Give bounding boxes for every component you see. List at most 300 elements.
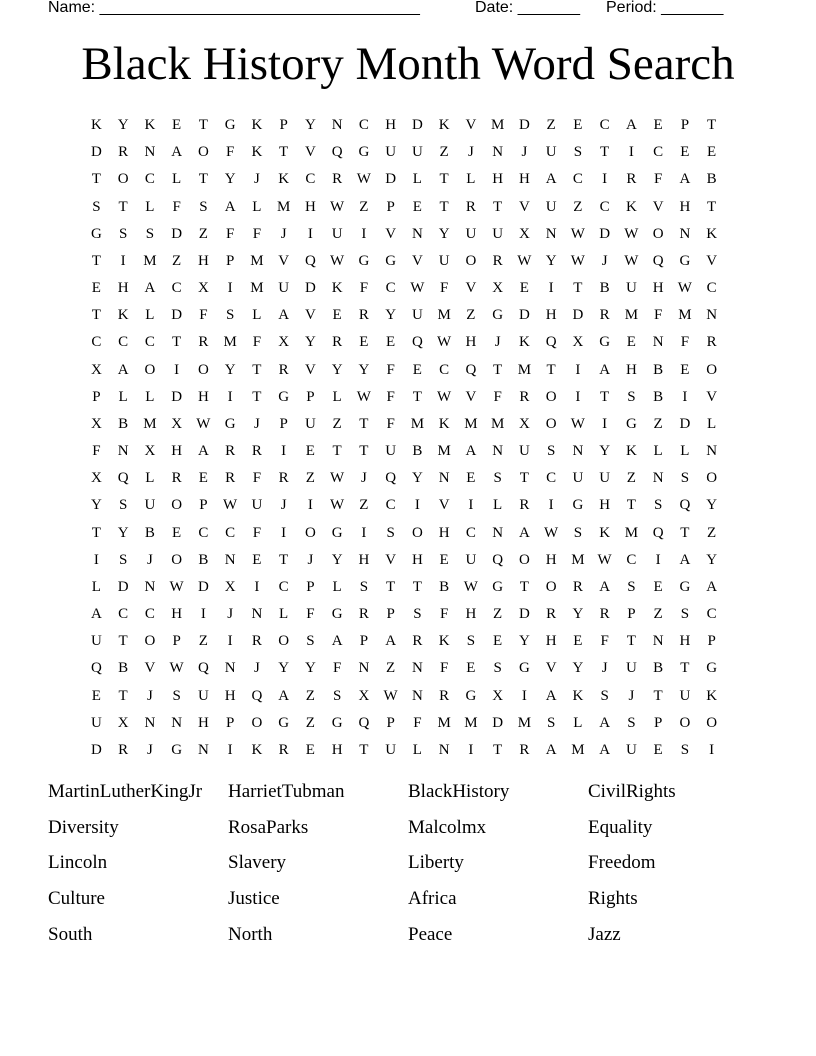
- grid-letter: S: [172, 687, 181, 704]
- grid-letter: F: [332, 660, 342, 677]
- grid-letter: R: [599, 606, 610, 623]
- grid-letter: F: [252, 470, 262, 487]
- grid-letter: J: [521, 144, 528, 161]
- grid-letter: M: [517, 361, 532, 378]
- grid-letter: I: [602, 171, 608, 188]
- grid-letter: I: [548, 280, 554, 297]
- grid-letter: N: [411, 225, 423, 242]
- grid-letter: H: [518, 171, 530, 188]
- grid-letter: K: [117, 307, 129, 324]
- grid-letter: E: [493, 633, 503, 650]
- grid-letter: S: [118, 497, 128, 514]
- grid-letter: T: [707, 198, 717, 215]
- grid-letter: S: [627, 388, 636, 405]
- grid-letter: E: [198, 470, 208, 487]
- grid-letter: E: [653, 741, 663, 758]
- grid-letter: V: [411, 252, 423, 269]
- grid-letter: N: [652, 633, 664, 650]
- grid-letter: T: [626, 497, 636, 514]
- grid-letter: Q: [331, 144, 343, 161]
- grid-letter: I: [361, 225, 367, 242]
- grid-letter: I: [468, 741, 474, 758]
- grid-letter: L: [252, 198, 262, 215]
- grid-letter: R: [278, 470, 289, 487]
- grid-letter: N: [411, 687, 423, 704]
- grid-letter: J: [360, 470, 367, 487]
- grid-letter: O: [171, 551, 183, 568]
- date-field[interactable]: Date: _______: [475, 0, 580, 16]
- grid-letter: S: [627, 714, 636, 731]
- grid-letter: F: [92, 443, 101, 460]
- grid-letter: V: [706, 388, 718, 405]
- grid-letter: E: [91, 687, 101, 704]
- grid-letter: V: [385, 225, 397, 242]
- grid-letter: O: [144, 633, 156, 650]
- grid-letter: K: [706, 687, 718, 704]
- grid-letter: B: [118, 415, 129, 432]
- grid-letter: W: [169, 578, 184, 595]
- grid-letter: S: [359, 578, 369, 595]
- grid-letter: V: [465, 117, 477, 133]
- grid-letter: I: [468, 497, 474, 514]
- grid-letter: I: [361, 524, 367, 541]
- grid-letter: F: [413, 714, 422, 731]
- grid-letter: U: [197, 687, 209, 704]
- grid-letter: S: [413, 606, 422, 623]
- grid-letter: W: [437, 388, 452, 405]
- grid-letter: K: [599, 524, 611, 541]
- grid-letter: Z: [653, 415, 663, 432]
- grid-letter: T: [546, 361, 556, 378]
- grid-letter: K: [438, 415, 450, 432]
- grid-letter: R: [492, 252, 503, 269]
- grid-letter: Y: [224, 171, 236, 188]
- grid-letter: O: [144, 361, 156, 378]
- word-list-item: BlackHistory: [408, 781, 510, 802]
- grid-letter: R: [278, 361, 289, 378]
- grid-letter: X: [144, 443, 156, 460]
- grid-letter: A: [90, 606, 102, 623]
- grid-letter: I: [575, 361, 581, 378]
- grid-letter: T: [573, 280, 583, 297]
- word-list-item: Jazz: [588, 923, 621, 945]
- grid-letter: G: [679, 578, 691, 595]
- grid-letter: T: [680, 524, 690, 541]
- grid-letter: Y: [706, 551, 718, 568]
- grid-letter: M: [250, 252, 264, 269]
- grid-letter: Z: [653, 606, 663, 623]
- grid-letter: A: [465, 443, 477, 460]
- grid-letter: N: [652, 470, 664, 487]
- grid-letter: N: [331, 117, 343, 133]
- grid-letter: F: [439, 280, 449, 297]
- grid-letter: Y: [411, 470, 423, 487]
- grid-letter: G: [599, 334, 611, 351]
- student-info-header: [48, 0, 748, 20]
- grid-letter: T: [91, 307, 101, 324]
- grid-letter: A: [545, 171, 557, 188]
- grid-letter: R: [251, 633, 262, 650]
- grid-letter: H: [492, 171, 504, 188]
- grid-letter: Y: [706, 497, 718, 514]
- grid-letter: Y: [117, 117, 129, 133]
- grid-letter: S: [680, 741, 690, 758]
- grid-letter: O: [679, 714, 691, 731]
- grid-letter: T: [519, 470, 529, 487]
- grid-letter: I: [521, 687, 527, 704]
- grid-letter: D: [197, 578, 209, 595]
- grid-letter: J: [467, 144, 474, 161]
- grid-letter: L: [145, 198, 155, 215]
- grid-letter: Y: [572, 606, 584, 623]
- grid-letter: Y: [331, 551, 343, 568]
- grid-letter: I: [227, 388, 233, 405]
- grid-letter: J: [146, 551, 153, 568]
- grid-letter: E: [680, 361, 690, 378]
- grid-letter: O: [304, 524, 316, 541]
- grid-letter: A: [679, 551, 691, 568]
- grid-letter: P: [306, 578, 315, 595]
- grid-letter: S: [546, 714, 556, 731]
- grid-letter: M: [276, 198, 291, 215]
- grid-letter: B: [599, 280, 610, 297]
- grid-letter: D: [411, 117, 423, 133]
- grid-letter: R: [118, 144, 129, 161]
- grid-letter: W: [196, 415, 211, 432]
- grid-letter: D: [492, 714, 504, 731]
- word-list-item: Africa: [408, 888, 457, 910]
- grid-letter: O: [411, 524, 423, 541]
- grid-letter: F: [386, 388, 395, 405]
- grid-letter: A: [144, 280, 156, 297]
- grid-letter: Q: [679, 497, 691, 514]
- grid-letter: J: [280, 225, 287, 242]
- grid-letter: S: [145, 225, 155, 242]
- name-field[interactable]: Name: ____________________________________: [48, 0, 420, 16]
- grid-letter: H: [599, 497, 611, 514]
- grid-letter: O: [171, 497, 183, 514]
- grid-letter: K: [706, 225, 718, 242]
- grid-letter: F: [252, 334, 262, 351]
- grid-letter: Q: [251, 687, 263, 704]
- grid-letter: U: [625, 741, 637, 758]
- grid-letter: L: [145, 388, 155, 405]
- grid-letter: A: [545, 687, 557, 704]
- grid-letter: P: [225, 252, 235, 269]
- grid-letter: P: [707, 633, 716, 650]
- grid-letter: W: [463, 578, 478, 595]
- grid-letter: Z: [573, 198, 583, 215]
- grid-letter: Y: [358, 361, 370, 378]
- grid-letter: N: [572, 443, 584, 460]
- grid-letter: N: [706, 443, 718, 460]
- grid-letter: I: [174, 361, 180, 378]
- grid-letter: E: [386, 334, 396, 351]
- grid-letter: G: [492, 578, 504, 595]
- grid-letter: O: [518, 551, 530, 568]
- grid-letter: Y: [278, 660, 290, 677]
- grid-letter: K: [251, 741, 263, 758]
- grid-letter: H: [465, 606, 477, 623]
- grid-letter: M: [490, 415, 505, 432]
- period-field[interactable]: Period: _______: [606, 0, 724, 16]
- grid-letter: E: [519, 280, 529, 297]
- word-list-item: HarrietTubman: [228, 781, 345, 802]
- grid-letter: E: [359, 334, 369, 351]
- grid-letter: L: [412, 171, 422, 188]
- grid-letter: L: [252, 307, 262, 324]
- grid-letter: G: [171, 741, 183, 758]
- grid-letter: C: [225, 524, 236, 541]
- grid-letter: C: [439, 361, 450, 378]
- grid-letter: X: [90, 361, 102, 378]
- grid-letter: U: [411, 307, 423, 324]
- grid-letter: H: [679, 633, 691, 650]
- grid-letter: S: [332, 687, 342, 704]
- grid-letter: I: [414, 497, 420, 514]
- grid-letter: D: [117, 578, 129, 595]
- grid-letter: F: [439, 660, 449, 677]
- grid-letter: W: [330, 198, 345, 215]
- grid-letter: N: [492, 443, 504, 460]
- grid-letter: U: [144, 497, 156, 514]
- grid-letter: O: [706, 361, 718, 378]
- grid-letter: U: [331, 225, 343, 242]
- grid-letter: T: [439, 198, 449, 215]
- grid-letter: E: [626, 334, 636, 351]
- grid-letter: E: [653, 578, 663, 595]
- grid-letter: W: [624, 252, 639, 269]
- grid-letter: J: [280, 497, 287, 514]
- grid-letter: M: [464, 714, 478, 731]
- grid-letter: I: [120, 252, 126, 269]
- grid-letter: L: [332, 578, 342, 595]
- grid-letter: R: [412, 633, 423, 650]
- grid-letter: Q: [545, 334, 557, 351]
- grid-letter: R: [171, 470, 182, 487]
- grid-letter: M: [437, 714, 451, 731]
- grid-letter: X: [90, 470, 102, 487]
- grid-letter: T: [359, 741, 369, 758]
- grid-letter: E: [305, 443, 315, 460]
- grid-letter: S: [92, 198, 101, 215]
- grid-letter: S: [627, 578, 636, 595]
- grid-letter: S: [118, 225, 128, 242]
- grid-letter: J: [494, 334, 501, 351]
- grid-letter: P: [172, 633, 181, 650]
- grid-letter: E: [680, 144, 690, 161]
- grid-letter: G: [224, 415, 236, 432]
- word-list: [48, 779, 768, 959]
- grid-letter: J: [227, 606, 234, 623]
- grid-letter: G: [90, 225, 102, 242]
- grid-letter: S: [199, 198, 208, 215]
- grid-letter: G: [331, 606, 343, 623]
- grid-letter: O: [197, 144, 209, 161]
- grid-letter: T: [198, 171, 208, 188]
- word-list-item: Equality: [588, 816, 653, 838]
- grid-letter: H: [304, 198, 316, 215]
- grid-letter: R: [332, 334, 343, 351]
- grid-letter: T: [493, 198, 503, 215]
- grid-letter: Q: [117, 470, 129, 487]
- grid-letter: J: [253, 415, 260, 432]
- grid-letter: I: [548, 497, 554, 514]
- grid-letter: M: [410, 415, 425, 432]
- grid-letter: B: [412, 443, 423, 460]
- grid-letter: L: [145, 307, 155, 324]
- grid-letter: F: [439, 606, 449, 623]
- word-list-item: MartinLutherKingJr: [48, 781, 203, 802]
- grid-letter: R: [706, 334, 717, 351]
- grid-letter: N: [144, 144, 156, 161]
- grid-letter: D: [304, 280, 316, 297]
- word-list-item: CivilRights: [588, 781, 676, 802]
- grid-letter: R: [519, 388, 530, 405]
- grid-letter: T: [386, 578, 396, 595]
- grid-letter: L: [332, 388, 342, 405]
- grid-letter: S: [118, 551, 128, 568]
- grid-letter: K: [625, 198, 637, 215]
- grid-letter: Q: [90, 660, 102, 677]
- grid-letter: V: [706, 252, 718, 269]
- grid-letter: T: [600, 388, 610, 405]
- grid-letter: C: [118, 606, 129, 623]
- grid-letter: G: [224, 117, 236, 133]
- grid-letter: R: [439, 687, 450, 704]
- grid-letter: C: [278, 578, 289, 595]
- grid-letter: E: [466, 470, 476, 487]
- grid-letter: V: [304, 144, 316, 161]
- grid-letter: Q: [358, 714, 370, 731]
- grid-letter: H: [171, 443, 183, 460]
- grid-letter: A: [599, 578, 611, 595]
- grid-letter: C: [198, 524, 209, 541]
- grid-letter: H: [171, 606, 183, 623]
- grid-letter: L: [91, 578, 101, 595]
- grid-letter: T: [359, 415, 369, 432]
- grid-letter: F: [386, 415, 395, 432]
- grid-letter: V: [385, 551, 397, 568]
- grid-letter: N: [224, 551, 236, 568]
- grid-letter: K: [331, 280, 343, 297]
- grid-letter: V: [465, 280, 477, 297]
- grid-letter: E: [305, 741, 315, 758]
- grid-letter: R: [572, 578, 583, 595]
- grid-letter: R: [251, 443, 262, 460]
- grid-letter: O: [706, 714, 718, 731]
- grid-letter: C: [91, 334, 102, 351]
- grid-letter: Y: [90, 497, 102, 514]
- word-list-item: Justice: [228, 888, 280, 910]
- grid-letter: J: [146, 687, 153, 704]
- grid-letter: T: [118, 633, 128, 650]
- grid-letter: J: [601, 252, 608, 269]
- grid-letter: Q: [652, 252, 664, 269]
- grid-letter: D: [171, 225, 183, 242]
- grid-letter: D: [679, 415, 691, 432]
- grid-letter: W: [383, 687, 398, 704]
- grid-letter: A: [224, 198, 236, 215]
- grid-letter: S: [386, 524, 395, 541]
- grid-letter: P: [653, 714, 663, 731]
- grid-letter: G: [278, 388, 290, 405]
- grid-letter: I: [227, 633, 233, 650]
- grid-letter: C: [118, 334, 129, 351]
- grid-letter: A: [331, 633, 343, 650]
- grid-letter: C: [653, 144, 664, 161]
- grid-letter: Z: [198, 633, 208, 650]
- grid-letter: Y: [117, 524, 129, 541]
- grid-letter: P: [199, 497, 208, 514]
- grid-letter: J: [628, 687, 635, 704]
- grid-letter: T: [118, 198, 128, 215]
- grid-letter: Q: [385, 470, 397, 487]
- grid-letter: N: [197, 741, 209, 758]
- grid-letter: P: [386, 714, 395, 731]
- grid-letter: E: [653, 117, 663, 133]
- grid-letter: L: [145, 470, 155, 487]
- grid-letter: P: [279, 117, 288, 133]
- grid-letter: P: [386, 198, 395, 215]
- grid-letter: L: [680, 443, 690, 460]
- grid-letter: A: [545, 741, 557, 758]
- grid-letter: M: [250, 280, 264, 297]
- grid-letter: R: [358, 606, 369, 623]
- word-list-item: Culture: [48, 888, 105, 910]
- grid-letter: I: [602, 415, 608, 432]
- grid-letter: R: [225, 470, 236, 487]
- grid-letter: T: [359, 443, 369, 460]
- grid-letter: O: [117, 171, 129, 188]
- grid-letter: H: [331, 741, 343, 758]
- grid-letter: W: [169, 660, 184, 677]
- grid-letter: Z: [305, 714, 315, 731]
- word-list-item: Rights: [588, 888, 638, 910]
- grid-letter: U: [465, 225, 477, 242]
- grid-letter: U: [251, 497, 263, 514]
- grid-letter: U: [411, 144, 423, 161]
- grid-letter: Q: [465, 361, 477, 378]
- grid-letter: W: [356, 171, 371, 188]
- grid-letter: I: [709, 741, 715, 758]
- grid-letter: G: [385, 252, 397, 269]
- grid-letter: Z: [546, 117, 556, 133]
- grid-letter: X: [117, 714, 129, 731]
- grid-letter: Y: [518, 633, 530, 650]
- grid-letter: U: [304, 415, 316, 432]
- grid-letter: B: [653, 361, 664, 378]
- grid-letter: A: [599, 361, 611, 378]
- grid-letter: K: [251, 117, 263, 133]
- grid-letter: A: [278, 687, 290, 704]
- word-list-item: North: [228, 923, 273, 945]
- grid-letter: M: [143, 415, 157, 432]
- grid-letter: K: [518, 334, 530, 351]
- grid-letter: C: [358, 117, 369, 133]
- grid-letter: A: [117, 361, 129, 378]
- grid-letter: R: [546, 606, 557, 623]
- grid-letter: U: [438, 252, 450, 269]
- grid-letter: D: [171, 388, 183, 405]
- grid-letter: V: [438, 497, 450, 514]
- grid-letter: S: [493, 470, 502, 487]
- grid-letter: U: [385, 741, 397, 758]
- grid-letter: R: [599, 307, 610, 324]
- grid-letter: I: [254, 578, 260, 595]
- grid-letter: W: [570, 252, 585, 269]
- grid-letter: E: [91, 280, 101, 297]
